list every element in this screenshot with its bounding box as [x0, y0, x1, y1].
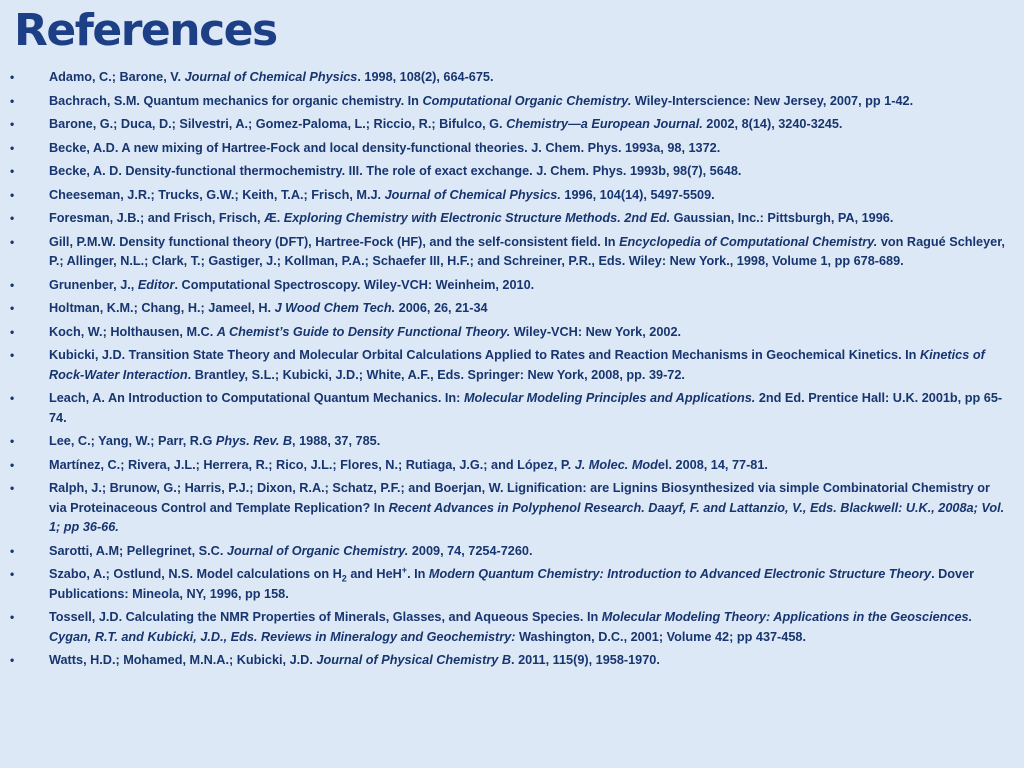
reference-italic-segment: Molecular Modeling Principles and Applications.	[463, 391, 756, 405]
reference-segment: . Computational Spectroscopy. Wiley-VCH: Weinheim, 2010.	[174, 277, 535, 292]
reference-text	[49, 188, 715, 202]
reference-italic-segment: Chemistry—a European Journal.	[506, 117, 703, 131]
reference-segment: . Brantley, S.L.; Kubicki, J.D.; White, A.F., Eds. Springer: New York, 2008, pp. 39-72.	[187, 367, 685, 382]
reference-segment: Holtman, K.M.; Chang, H.; Jameel, H.	[49, 301, 275, 315]
reference-item	[0, 389, 1024, 428]
reference-segment: Cheeseman, J.R.; Trucks, G.W.; Keith, T.A.; Frisch, M.J.	[49, 187, 385, 202]
bullet-icon: •	[10, 93, 15, 108]
reference-item	[0, 209, 1024, 229]
bullet-icon: •	[10, 211, 15, 225]
reference-segment: 2002, 8(14), 3240-3245.	[702, 117, 843, 131]
bullet-icon: •	[10, 277, 15, 292]
reference-text	[49, 391, 1002, 425]
subscript: 2	[341, 573, 347, 584]
bullet-icon: •	[10, 481, 15, 495]
reference-italic-segment: Computational Organic Chemistry.	[422, 93, 632, 108]
reference-italic-segment: Phys. Rev. B	[215, 434, 293, 448]
bullet-icon: •	[10, 234, 15, 249]
reference-segment: Becke, A.D. A new mixing of Hartree-Fock and local density-functional theories. J. Chem. Phys. 1993a, 98, 1372.	[49, 140, 721, 155]
reference-segment: 2006, 26, 21-34	[395, 301, 488, 315]
page-title: References	[14, 5, 277, 56]
reference-segment: . Dover Publications: Mineola, NY, 1996, pp 158.	[49, 567, 975, 601]
reference-segment: 1996, 104(14), 5497-5509.	[560, 187, 715, 202]
reference-text	[49, 434, 380, 448]
reference-italic-segment: Journal of Organic Chemistry.	[226, 543, 409, 558]
reference-italic-segment: Editor	[137, 277, 175, 292]
reference-text	[49, 117, 842, 131]
reference-segment: 2nd Ed. Prentice Hall: U.K. 2001b, pp 65-74.	[49, 391, 1003, 425]
bullet-icon: •	[10, 324, 15, 339]
reference-text	[49, 164, 741, 178]
reference-italic-segment: Molecular Modeling Theory: Applications in the Geosciences. Cygan, R.T. and Kubicki, J.D., Eds. Reviews in Mineralogy and Geochemistry:	[49, 610, 973, 644]
bullet-icon: •	[10, 164, 15, 178]
reference-text	[49, 211, 893, 225]
reference-segment: Grunenber, J.,	[49, 277, 138, 292]
bullet-icon: •	[10, 70, 15, 84]
reference-segment: Lee, C.; Yang, W.; Parr, R.G	[49, 434, 216, 448]
bullet-icon: •	[10, 543, 15, 558]
reference-text	[49, 348, 985, 382]
reference-segment: , 1988, 37, 785.	[292, 434, 381, 448]
bullet-icon: •	[10, 348, 15, 362]
reference-item	[0, 68, 1024, 88]
reference-item	[0, 139, 1024, 159]
reference-item	[0, 346, 1024, 385]
bullet-icon: •	[10, 457, 15, 472]
bullet-icon: •	[10, 610, 15, 624]
reference-segment: Bachrach, S.M. Quantum mechanics for organic chemistry. In	[49, 93, 423, 108]
superscript: +	[401, 564, 408, 575]
reference-text	[49, 458, 768, 472]
bullet-icon: •	[10, 117, 15, 131]
reference-text	[49, 610, 972, 644]
reference-segment: Wiley-VCH: New York, 2002.	[510, 324, 682, 339]
reference-segment: Wiley-Interscience: New Jersey, 2007, pp 1-42.	[631, 93, 914, 108]
reference-item	[0, 323, 1024, 343]
reference-segment: Gaussian, Inc.: Pittsburgh, PA, 1996.	[670, 211, 894, 225]
reference-italic-segment: J. Molec. Mod	[574, 457, 658, 472]
reference-segment: Szabo, A.; Ostlund, N.S. Model calculations on H	[49, 567, 342, 581]
reference-item	[0, 233, 1024, 272]
reference-item	[0, 456, 1024, 476]
reference-segment: el. 2008, 14, 77-81.	[657, 457, 768, 472]
reference-item	[0, 276, 1024, 296]
reference-segment: Watts, H.D.; Mohamed, M.N.A.; Kubicki, J.D.	[49, 653, 317, 667]
reference-item	[0, 432, 1024, 452]
reference-segment: Gill, P.M.W. Density functional theory (DFT), Hartree-Fock (HF), and the self-consistent field. In	[49, 234, 620, 249]
reference-italic-segment: Encyclopedia of Computational Chemistry.	[619, 234, 878, 249]
reference-segment: Kubicki, J.D. Transition State Theory and Molecular Orbital Calculations Applied to Rates and Reaction Mechanisms in Geochemical Kinetics. In	[49, 348, 920, 362]
bullet-icon: •	[10, 301, 15, 315]
bullet-icon: •	[10, 391, 15, 405]
reference-italic-segment: Recent Advances in Polyphenol Research. Daayf, F. and Lattanzio, V., Eds. Blackwell: U.K., 2008a; Vol. 1; pp 36-66.	[49, 500, 1005, 534]
reference-segment: . 2011, 115(9), 1958-1970.	[511, 653, 660, 667]
reference-text	[49, 278, 534, 292]
reference-text	[49, 325, 681, 339]
reference-segment: Koch, W.; Holthausen, M.C.	[49, 324, 217, 339]
reference-item	[0, 299, 1024, 319]
reference-italic-segment: Journal of Physical Chemistry B	[316, 653, 512, 667]
reference-segment: Barone, G.; Duca, D.; Silvestri, A.; Gomez-Paloma, L.; Riccio, R.; Bifulco, G.	[49, 117, 507, 131]
reference-italic-segment: Journal of Chemical Physics.	[384, 187, 561, 202]
reference-segment: Tossell, J.D. Calculating the NMR Properties of Minerals, Glasses, and Aqueous Species. In	[49, 610, 602, 624]
bullet-icon: •	[10, 140, 15, 155]
reference-text	[49, 301, 488, 315]
reference-segment: . 1998, 108(2), 664-675.	[357, 70, 494, 84]
reference-text	[49, 141, 720, 155]
reference-italic-segment: Exploring Chemistry with Electronic Structure Methods. 2nd Ed.	[283, 211, 671, 225]
reference-text	[49, 544, 533, 558]
reference-segment: Adamo, C.; Barone, V.	[49, 70, 185, 84]
reference-text	[49, 94, 913, 108]
bullet-icon: •	[10, 567, 15, 581]
reference-segment: Sarotti, A.M; Pellegrinet, S.C.	[49, 543, 227, 558]
reference-text	[49, 653, 660, 667]
reference-item	[0, 92, 1024, 112]
reference-item	[0, 565, 1024, 604]
reference-segment: Martínez, C.; Rivera, J.L.; Herrera, R.; Rico, J.L.; Flores, N.; Rutiaga, J.G.; and López, P.	[49, 457, 575, 472]
reference-segment: Leach, A. An Introduction to Computational Quantum Mechanics. In:	[49, 391, 464, 405]
reference-text	[49, 564, 975, 601]
reference-segment: and HeH	[346, 567, 402, 581]
reference-italic-segment: Modern Quantum Chemistry: Introduction to Advanced Electronic Structure Theory	[428, 567, 932, 581]
reference-italic-segment: Journal of Chemical Physics	[184, 70, 358, 84]
reference-text	[49, 70, 494, 84]
bullet-icon: •	[10, 434, 15, 448]
reference-segment: Ralph, J.; Brunow, G.; Harris, P.J.; Dixon, R.A.; Schatz, P.F.; and Boerjan, W. Lignification: are Lignins Biosynthesized via simple Combinatorial Chemistry or via Proteinaceous Control and Template Replication? In	[49, 481, 990, 515]
reference-italic-segment: Kinetics of Rock-Water Interaction	[49, 348, 985, 382]
reference-segment: von Ragué Schleyer, P.; Allinger, N.L.; Clark, T.; Gastiger, J.; Kollman, P.A.; Schaefer III, H.F.; and Schreiner, P.R., Eds. Wiley: New York., 1998, Volume 1, pp 678-689.	[49, 234, 1005, 268]
reference-italic-segment: A Chemist’s Guide to Density Functional Theory.	[216, 324, 511, 339]
reference-item	[0, 186, 1024, 206]
reference-text	[49, 235, 1005, 269]
bullet-icon: •	[10, 653, 15, 667]
reference-item	[0, 651, 1024, 671]
reference-item	[0, 479, 1024, 538]
reference-item	[0, 162, 1024, 182]
reference-segment: Becke, A. D. Density-functional thermochemistry. III. The role of exact exchange. J. Chem. Phys. 1993b, 98(7), 5648.	[49, 164, 742, 178]
bullet-icon: •	[10, 187, 15, 202]
reference-segment: Foresman, J.B.; and Frisch, Frisch, Æ.	[49, 211, 284, 225]
reference-item	[0, 542, 1024, 562]
reference-segment: 2009, 74, 7254-7260.	[408, 543, 533, 558]
reference-text	[49, 481, 1004, 534]
reference-segment: . In	[407, 567, 429, 581]
reference-list	[0, 68, 1024, 675]
reference-item	[0, 115, 1024, 135]
reference-segment: Washington, D.C., 2001; Volume 42; pp 437-458.	[515, 629, 806, 644]
reference-item	[0, 608, 1024, 647]
reference-italic-segment: J Wood Chem Tech.	[274, 301, 396, 315]
